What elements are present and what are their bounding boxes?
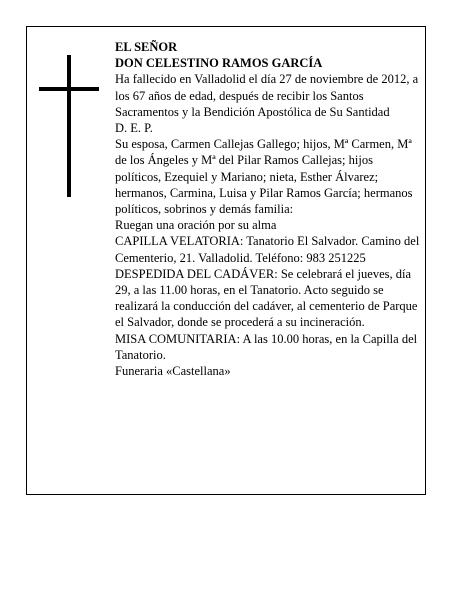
farewell-info: DESPEDIDA DEL CADÁVER: Se celebrará el jueves, día 29, a las 11.00 horas, en el Tanatorio. Acto seguido se realizará la conducción del cadáver, al cementerio de Parque el Salvador, donde se procederá a su incineración. bbox=[115, 266, 418, 330]
prayer-request: Ruegan una oración por su alma bbox=[115, 218, 277, 233]
dep-abbreviation: D. E. P. bbox=[115, 121, 153, 136]
death-statement: Ha fallecido en Valladolid el día 27 de noviembre de 2012, a los 67 años de edad, después de recibir los Santos Sacramentos y la Bendición Apostólica de Su Santidad bbox=[115, 72, 419, 119]
notice-body bbox=[115, 39, 421, 379]
funeral-home: Funeraria «Castellana» bbox=[115, 364, 231, 379]
obituary-notice bbox=[26, 26, 426, 495]
cross-vertical-bar bbox=[67, 55, 71, 197]
deceased-name: DON CELESTINO RAMOS GARCÍA bbox=[115, 56, 323, 71]
notice-title-line1: EL SEÑOR bbox=[115, 40, 178, 54]
cross-horizontal-bar bbox=[39, 87, 99, 91]
mass-info: MISA COMUNITARIA: A las 10.00 horas, en la Capilla del Tanatorio. bbox=[115, 331, 418, 362]
chapel-info: CAPILLA VELATORIA: Tanatorio El Salvador. Camino del Cementerio, 21. Valladolid. Teléfono: 983 251225 bbox=[115, 234, 420, 265]
latin-cross-icon bbox=[39, 55, 99, 197]
family-members: Su esposa, Carmen Callejas Gallego; hijos, Mª Carmen, Mª de los Ángeles y Mª del Pilar Ramos Callejas; hijos políticos, Ezequiel y Mariano; nieta, Esther Álvarez; hermanos, Carmina, Luisa y Pilar Ramos García; hermanos políticos, sobrinos y demás familia: bbox=[115, 137, 413, 217]
